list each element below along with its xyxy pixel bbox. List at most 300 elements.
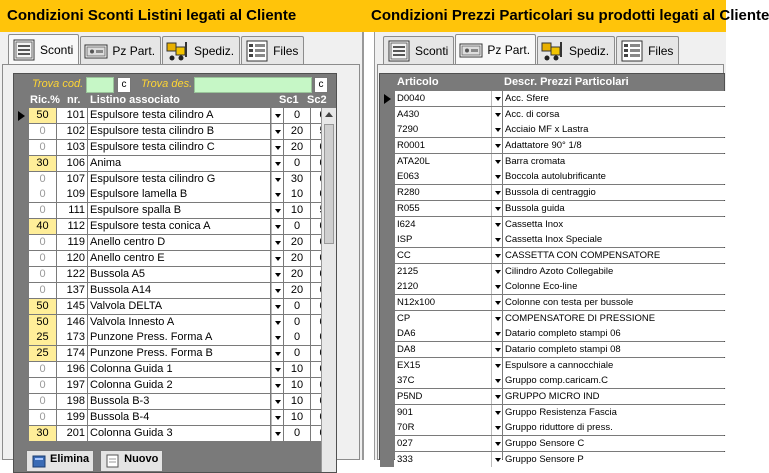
cell-ric[interactable]: 0 bbox=[29, 378, 56, 393]
chevron-down-icon[interactable] bbox=[271, 330, 283, 345]
chevron-down-icon[interactable] bbox=[271, 140, 283, 155]
cell-articolo[interactable]: R0001 bbox=[395, 138, 491, 153]
chevron-down-icon[interactable] bbox=[491, 201, 502, 216]
cell-articolo[interactable]: N12x100 bbox=[395, 295, 491, 310]
cell-nr[interactable]: 146 bbox=[57, 315, 87, 330]
table-row[interactable] bbox=[14, 156, 334, 172]
cell-descr[interactable]: Cassetta Inox bbox=[503, 217, 726, 232]
cell-listino[interactable]: Valvola DELTA bbox=[88, 299, 270, 314]
current-row-indicator-icon[interactable] bbox=[380, 91, 394, 106]
clear-code-button[interactable]: c bbox=[117, 77, 131, 93]
chevron-down-icon[interactable] bbox=[491, 342, 502, 357]
table-row[interactable] bbox=[380, 91, 726, 107]
cell-ric[interactable]: 0 bbox=[29, 362, 56, 377]
chevron-down-icon[interactable] bbox=[491, 91, 502, 106]
cell-ric[interactable]: 0 bbox=[29, 124, 56, 139]
cell-descr[interactable]: Colonne Eco-line bbox=[503, 279, 726, 294]
table-row[interactable] bbox=[14, 172, 334, 188]
chevron-down-icon[interactable] bbox=[271, 267, 283, 282]
cell-nr[interactable]: 120 bbox=[57, 251, 87, 266]
chevron-down-icon[interactable] bbox=[271, 378, 283, 393]
chevron-down-icon[interactable] bbox=[271, 124, 283, 139]
table-row[interactable] bbox=[380, 122, 726, 138]
chevron-down-icon[interactable] bbox=[271, 187, 283, 202]
chevron-down-icon[interactable] bbox=[271, 156, 283, 171]
cell-articolo[interactable]: 2125 bbox=[395, 264, 491, 279]
cell-descr[interactable]: Gruppo comp.caricam.C bbox=[503, 373, 726, 388]
row-selector[interactable] bbox=[14, 378, 28, 393]
cell-descr[interactable]: GRUPPO MICRO IND bbox=[503, 389, 726, 404]
row-selector[interactable] bbox=[380, 248, 394, 263]
find-code-input[interactable] bbox=[86, 77, 114, 93]
table-row[interactable] bbox=[14, 394, 334, 410]
chevron-down-icon[interactable] bbox=[491, 436, 502, 451]
cell-sc1[interactable]: 0 bbox=[284, 299, 310, 314]
cell-articolo[interactable]: A430 bbox=[395, 107, 491, 122]
cell-listino[interactable]: Anello centro D bbox=[88, 235, 270, 250]
table-row[interactable] bbox=[14, 283, 334, 299]
cell-sc1[interactable]: 10 bbox=[284, 410, 310, 425]
cell-sc1[interactable]: 20 bbox=[284, 124, 310, 139]
chevron-down-icon[interactable] bbox=[271, 410, 283, 425]
scroll-thumb[interactable] bbox=[324, 124, 334, 244]
chevron-down-icon[interactable] bbox=[271, 235, 283, 250]
cell-nr[interactable]: 122 bbox=[57, 267, 87, 282]
right-tab-sconti[interactable] bbox=[383, 36, 454, 64]
table-row[interactable] bbox=[380, 342, 726, 358]
table-row[interactable] bbox=[380, 311, 726, 327]
row-selector[interactable] bbox=[380, 217, 394, 232]
cell-listino[interactable]: Punzone Press. Forma B bbox=[88, 346, 270, 361]
right-tab-pz-part[interactable] bbox=[455, 34, 536, 64]
cell-nr[interactable]: 103 bbox=[57, 140, 87, 155]
cell-sc1[interactable]: 0 bbox=[284, 346, 310, 361]
table-row[interactable] bbox=[14, 362, 334, 378]
cell-articolo[interactable]: ATA20L bbox=[395, 154, 491, 169]
cell-descr[interactable]: Gruppo riduttore di press. bbox=[503, 420, 726, 435]
row-selector[interactable] bbox=[14, 187, 28, 202]
cell-ric[interactable]: 0 bbox=[29, 187, 56, 202]
chevron-down-icon[interactable] bbox=[491, 279, 502, 294]
find-desc-label: Trova des. bbox=[141, 78, 193, 90]
table-row[interactable] bbox=[14, 187, 334, 203]
cell-articolo[interactable]: 027 bbox=[395, 436, 491, 451]
right-panel-title: Condizioni Prezzi Particolari su prodotti legati al Cliente bbox=[364, 0, 726, 32]
cell-descr[interactable]: Acc. Sfere bbox=[503, 91, 726, 106]
row-selector[interactable] bbox=[14, 299, 28, 314]
cell-listino[interactable]: Bussola B-3 bbox=[88, 394, 270, 409]
clear-desc-button[interactable]: c bbox=[314, 77, 328, 93]
row-selector[interactable] bbox=[380, 107, 394, 122]
cell-ric[interactable]: 0 bbox=[29, 140, 56, 155]
cell-listino[interactable]: Colonna Guida 1 bbox=[88, 362, 270, 377]
table-row[interactable] bbox=[380, 358, 726, 374]
cell-articolo[interactable]: R055 bbox=[395, 201, 491, 216]
row-selector[interactable] bbox=[14, 394, 28, 409]
row-selector[interactable] bbox=[380, 154, 394, 169]
cell-ric[interactable]: 40 bbox=[29, 219, 56, 234]
cell-descr[interactable]: Gruppo Resistenza Fascia bbox=[503, 405, 726, 420]
chevron-down-icon[interactable] bbox=[491, 389, 502, 404]
cell-descr[interactable]: Bussola di centraggio bbox=[503, 185, 726, 200]
table-row[interactable] bbox=[380, 264, 726, 280]
cell-nr[interactable]: 101 bbox=[57, 108, 87, 123]
cell-ric[interactable]: 0 bbox=[29, 283, 56, 298]
nuovo-button[interactable] bbox=[100, 450, 163, 472]
cell-ric[interactable]: 30 bbox=[29, 426, 56, 441]
row-selector[interactable] bbox=[14, 330, 28, 345]
cell-nr[interactable]: 198 bbox=[57, 394, 87, 409]
chevron-down-icon[interactable] bbox=[271, 394, 283, 409]
cell-nr[interactable]: 109 bbox=[57, 187, 87, 202]
row-selector[interactable] bbox=[380, 389, 394, 404]
cell-ric[interactable]: 25 bbox=[29, 330, 56, 345]
chevron-down-icon[interactable] bbox=[491, 169, 502, 184]
table-row[interactable] bbox=[14, 378, 334, 394]
row-selector[interactable] bbox=[14, 156, 28, 171]
cell-listino[interactable]: Bussola A14 bbox=[88, 283, 270, 298]
cell-articolo[interactable]: DA6 bbox=[395, 326, 491, 341]
table-row[interactable] bbox=[380, 107, 726, 123]
cell-sc1[interactable]: 20 bbox=[284, 235, 310, 250]
cell-sc1[interactable]: 20 bbox=[284, 283, 310, 298]
chevron-down-icon[interactable] bbox=[271, 219, 283, 234]
cell-articolo[interactable]: EX15 bbox=[395, 358, 491, 373]
cell-listino[interactable]: Bussola B-4 bbox=[88, 410, 270, 425]
cell-descr[interactable]: Boccola autolubrificante bbox=[503, 169, 726, 184]
cell-nr[interactable]: 174 bbox=[57, 346, 87, 361]
cell-articolo[interactable]: CP bbox=[395, 311, 491, 326]
cell-sc1[interactable]: 0 bbox=[284, 219, 310, 234]
chevron-down-icon[interactable] bbox=[491, 154, 502, 169]
table-row[interactable] bbox=[14, 330, 334, 346]
chevron-down-icon[interactable] bbox=[491, 373, 502, 388]
row-selector[interactable] bbox=[14, 426, 28, 441]
row-selector[interactable] bbox=[380, 342, 394, 357]
chevron-down-icon[interactable] bbox=[271, 315, 283, 330]
cell-ric[interactable]: 0 bbox=[29, 235, 56, 250]
table-row[interactable] bbox=[380, 248, 726, 264]
table-row[interactable] bbox=[14, 124, 334, 140]
cell-articolo[interactable]: 901 bbox=[395, 405, 491, 420]
col-articolo-header[interactable]: Articolo bbox=[397, 76, 439, 88]
cell-nr[interactable]: 102 bbox=[57, 124, 87, 139]
price-tag-icon bbox=[459, 39, 483, 61]
row-selector[interactable] bbox=[14, 346, 28, 361]
chevron-down-icon[interactable] bbox=[491, 452, 502, 467]
cell-articolo[interactable]: 7290 bbox=[395, 122, 491, 137]
table-row[interactable] bbox=[380, 452, 726, 468]
cell-listino[interactable]: Punzone Press. Forma A bbox=[88, 330, 270, 345]
cell-nr[interactable]: 106 bbox=[57, 156, 87, 171]
chevron-down-icon[interactable] bbox=[491, 248, 502, 263]
left-tab-spediz[interactable] bbox=[162, 36, 240, 64]
cell-nr[interactable]: 112 bbox=[57, 219, 87, 234]
cell-sc1[interactable]: 0 bbox=[284, 156, 310, 171]
table-row[interactable] bbox=[380, 405, 726, 421]
left-tab-strip bbox=[8, 34, 305, 64]
cell-articolo[interactable]: DA8 bbox=[395, 342, 491, 357]
table-row[interactable] bbox=[380, 138, 726, 154]
cell-listino[interactable]: Espulsore testa cilindro G bbox=[88, 172, 270, 187]
table-row[interactable] bbox=[380, 217, 726, 233]
cell-sc1[interactable]: 0 bbox=[284, 426, 310, 441]
cell-descr[interactable]: Bussola guida bbox=[503, 201, 726, 216]
row-selector[interactable] bbox=[14, 251, 28, 266]
cell-descr[interactable]: Espulsore a cannocchiale bbox=[503, 358, 726, 373]
cell-ric[interactable]: 0 bbox=[29, 394, 56, 409]
cell-ric[interactable]: 50 bbox=[29, 108, 56, 123]
chevron-down-icon[interactable] bbox=[491, 122, 502, 137]
cell-articolo[interactable]: 333 bbox=[395, 452, 491, 467]
row-selector[interactable] bbox=[14, 362, 28, 377]
chevron-down-icon[interactable] bbox=[491, 138, 502, 153]
cell-listino[interactable]: Bussola A5 bbox=[88, 267, 270, 282]
right-tab-files[interactable] bbox=[616, 36, 679, 64]
cell-sc1[interactable]: 20 bbox=[284, 251, 310, 266]
cell-articolo[interactable]: R280 bbox=[395, 185, 491, 200]
tab-label: Pz Part. bbox=[487, 42, 531, 57]
table-row[interactable] bbox=[14, 315, 334, 331]
chevron-down-icon[interactable] bbox=[491, 405, 502, 420]
cell-nr[interactable]: 173 bbox=[57, 330, 87, 345]
cell-articolo[interactable]: E063 bbox=[395, 169, 491, 184]
cell-sc1[interactable]: 0 bbox=[284, 108, 310, 123]
col-descr-header[interactable]: Descr. Prezzi Particolari bbox=[504, 76, 629, 88]
row-selector[interactable] bbox=[380, 373, 394, 388]
cell-sc1[interactable]: 10 bbox=[284, 187, 310, 202]
cell-articolo[interactable]: 37C bbox=[395, 373, 491, 388]
cell-descr[interactable]: Acciaio MF x Lastra bbox=[503, 122, 726, 137]
row-selector[interactable] bbox=[14, 283, 28, 298]
chevron-down-icon[interactable] bbox=[271, 362, 283, 377]
cell-descr[interactable]: Barra cromata bbox=[503, 154, 726, 169]
cell-nr[interactable]: 119 bbox=[57, 235, 87, 250]
cell-descr[interactable]: Datario completo stampi 08 bbox=[503, 342, 726, 357]
col-sc1-header[interactable]: Sc1 bbox=[279, 94, 299, 106]
cell-articolo[interactable]: 70R bbox=[395, 420, 491, 435]
table-row[interactable] bbox=[14, 346, 334, 362]
cell-sc1[interactable]: 20 bbox=[284, 267, 310, 282]
current-row-indicator-icon[interactable] bbox=[14, 108, 28, 123]
cell-ric[interactable]: 30 bbox=[29, 156, 56, 171]
row-selector[interactable] bbox=[14, 315, 28, 330]
cell-descr[interactable]: Cilindro Azoto Collegabile bbox=[503, 264, 726, 279]
table-row[interactable] bbox=[380, 436, 726, 452]
cell-listino[interactable]: Valvola Innesto A bbox=[88, 315, 270, 330]
cell-descr[interactable]: Colonne con testa per bussole bbox=[503, 295, 726, 310]
row-selector[interactable] bbox=[380, 420, 394, 435]
cell-articolo[interactable]: 2120 bbox=[395, 279, 491, 294]
chevron-down-icon[interactable] bbox=[271, 426, 283, 441]
row-selector[interactable] bbox=[380, 452, 394, 467]
row-selector[interactable] bbox=[380, 405, 394, 420]
cell-nr[interactable]: 137 bbox=[57, 283, 87, 298]
col-listino-header[interactable]: Listino associato bbox=[90, 94, 180, 106]
chevron-down-icon[interactable] bbox=[491, 264, 502, 279]
row-selector[interactable] bbox=[14, 219, 28, 234]
cell-listino[interactable]: Espulsore testa cilindro C bbox=[88, 140, 270, 155]
cell-ric[interactable]: 0 bbox=[29, 203, 56, 218]
cell-listino[interactable]: Espulsore testa cilindro A bbox=[88, 108, 270, 123]
col-ric-header[interactable]: Ric.% bbox=[30, 94, 60, 106]
row-selector[interactable] bbox=[380, 264, 394, 279]
row-selector[interactable] bbox=[14, 267, 28, 282]
cell-articolo[interactable]: ISP bbox=[395, 232, 491, 247]
elimina-button[interactable] bbox=[26, 450, 94, 472]
row-selector[interactable] bbox=[380, 326, 394, 341]
table-row[interactable] bbox=[14, 299, 334, 315]
table-row[interactable] bbox=[14, 267, 334, 283]
chevron-down-icon[interactable] bbox=[491, 217, 502, 232]
table-row[interactable] bbox=[14, 426, 334, 442]
new-icon bbox=[105, 453, 121, 472]
cell-nr[interactable]: 145 bbox=[57, 299, 87, 314]
cell-sc1[interactable]: 0 bbox=[284, 315, 310, 330]
tab-label: Spediz. bbox=[194, 43, 235, 58]
table-row[interactable] bbox=[14, 203, 334, 219]
chevron-down-icon[interactable] bbox=[271, 283, 283, 298]
row-selector[interactable] bbox=[380, 295, 394, 310]
row-selector[interactable] bbox=[380, 169, 394, 184]
row-selector[interactable] bbox=[14, 235, 28, 250]
chevron-down-icon[interactable] bbox=[271, 203, 283, 218]
cell-ric[interactable]: 0 bbox=[29, 267, 56, 282]
chevron-down-icon[interactable] bbox=[491, 420, 502, 435]
find-desc-input[interactable] bbox=[194, 77, 312, 93]
row-selector[interactable] bbox=[380, 279, 394, 294]
table-row[interactable] bbox=[380, 295, 726, 311]
row-selector[interactable] bbox=[380, 358, 394, 373]
cell-nr[interactable]: 196 bbox=[57, 362, 87, 377]
table-row[interactable] bbox=[380, 169, 726, 185]
cell-descr[interactable]: CASSETTA CON COMPENSATORE bbox=[503, 248, 726, 263]
chevron-down-icon[interactable] bbox=[491, 311, 502, 326]
chevron-down-icon[interactable] bbox=[491, 326, 502, 341]
table-row[interactable] bbox=[14, 235, 334, 251]
cell-sc1[interactable]: 0 bbox=[284, 330, 310, 345]
table-row[interactable] bbox=[14, 219, 334, 235]
table-row[interactable] bbox=[14, 140, 334, 156]
cell-descr[interactable]: Gruppo Sensore C bbox=[503, 436, 726, 451]
row-selector[interactable] bbox=[14, 172, 28, 187]
row-selector[interactable] bbox=[14, 140, 28, 155]
cell-listino[interactable]: Colonna Guida 3 bbox=[88, 426, 270, 441]
chevron-down-icon[interactable] bbox=[271, 346, 283, 361]
table-row[interactable] bbox=[380, 373, 726, 389]
chevron-down-icon[interactable] bbox=[491, 107, 502, 122]
left-tab-sconti[interactable] bbox=[8, 34, 79, 64]
cell-articolo[interactable]: P5ND bbox=[395, 389, 491, 404]
chevron-down-icon[interactable] bbox=[271, 251, 283, 266]
cell-descr[interactable]: Adattatore 90° 1/8 bbox=[503, 138, 726, 153]
table-row[interactable] bbox=[380, 154, 726, 170]
row-selector[interactable] bbox=[14, 203, 28, 218]
cell-nr[interactable]: 107 bbox=[57, 172, 87, 187]
cell-sc1[interactable]: 20 bbox=[284, 140, 310, 155]
cell-sc1[interactable]: 10 bbox=[284, 362, 310, 377]
row-selector[interactable] bbox=[380, 232, 394, 247]
cell-listino[interactable]: Espulsore testa conica A bbox=[88, 219, 270, 234]
cell-nr[interactable]: 197 bbox=[57, 378, 87, 393]
tab-label: Pz Part. bbox=[112, 43, 156, 58]
discount-scrollbar[interactable] bbox=[321, 108, 336, 472]
cell-ric[interactable]: 25 bbox=[29, 346, 56, 361]
cell-nr[interactable]: 111 bbox=[57, 203, 87, 218]
table-row[interactable] bbox=[380, 279, 726, 295]
cell-listino[interactable]: Anima bbox=[88, 156, 270, 171]
table-row[interactable] bbox=[14, 410, 334, 426]
left-tab-pz-part[interactable] bbox=[80, 36, 161, 64]
row-selector[interactable] bbox=[380, 201, 394, 216]
row-selector[interactable] bbox=[380, 122, 394, 137]
cell-nr[interactable]: 199 bbox=[57, 410, 87, 425]
cell-articolo[interactable]: CC bbox=[395, 248, 491, 263]
table-row[interactable] bbox=[380, 326, 726, 342]
chevron-down-icon[interactable] bbox=[491, 358, 502, 373]
cell-sc1[interactable]: 30 bbox=[284, 172, 310, 187]
cell-nr[interactable]: 201 bbox=[57, 426, 87, 441]
cell-ric[interactable]: 50 bbox=[29, 315, 56, 330]
col-nr-header[interactable]: nr. bbox=[67, 94, 81, 106]
cell-listino[interactable]: Espulsore testa cilindro B bbox=[88, 124, 270, 139]
table-row[interactable] bbox=[14, 108, 334, 124]
table-row[interactable] bbox=[380, 185, 726, 201]
table-row[interactable] bbox=[380, 420, 726, 436]
chevron-down-icon[interactable] bbox=[491, 185, 502, 200]
right-tab-spediz[interactable] bbox=[537, 36, 615, 64]
cell-descr[interactable]: Acc. di corsa bbox=[503, 107, 726, 122]
cell-listino[interactable]: Espulsore lamella B bbox=[88, 187, 270, 202]
row-selector[interactable] bbox=[380, 436, 394, 451]
cell-ric[interactable]: 50 bbox=[29, 299, 56, 314]
row-selector[interactable] bbox=[380, 185, 394, 200]
left-tab-files[interactable] bbox=[241, 36, 304, 64]
row-selector[interactable] bbox=[14, 124, 28, 139]
cell-ric[interactable]: 0 bbox=[29, 251, 56, 266]
cell-descr[interactable]: Gruppo Sensore P bbox=[503, 452, 726, 467]
row-selector[interactable] bbox=[380, 311, 394, 326]
chevron-down-icon[interactable] bbox=[271, 299, 283, 314]
chevron-down-icon[interactable] bbox=[491, 295, 502, 310]
cell-sc1[interactable]: 10 bbox=[284, 378, 310, 393]
cell-sc1[interactable]: 10 bbox=[284, 203, 310, 218]
cell-descr[interactable]: Cassetta Inox Speciale bbox=[503, 232, 726, 247]
cell-sc1[interactable]: 10 bbox=[284, 394, 310, 409]
table-row[interactable] bbox=[380, 201, 726, 217]
cell-articolo[interactable]: I624 bbox=[395, 217, 491, 232]
table-row[interactable] bbox=[380, 389, 726, 405]
row-selector[interactable] bbox=[14, 410, 28, 425]
left-panel bbox=[0, 32, 364, 465]
table-row[interactable] bbox=[14, 251, 334, 267]
table-row[interactable] bbox=[380, 232, 726, 248]
chevron-down-icon[interactable] bbox=[491, 232, 502, 247]
cell-descr[interactable]: Datario completo stampi 06 bbox=[503, 326, 726, 341]
cell-ric[interactable]: 0 bbox=[29, 172, 56, 187]
chevron-down-icon[interactable] bbox=[271, 108, 283, 123]
col-sc2-header[interactable]: Sc2 bbox=[307, 94, 327, 106]
cell-listino[interactable]: Espulsore spalla B bbox=[88, 203, 270, 218]
cell-articolo[interactable]: D0040 bbox=[395, 91, 491, 106]
scroll-up-icon[interactable] bbox=[325, 112, 333, 117]
chevron-down-icon[interactable] bbox=[271, 172, 283, 187]
cell-listino[interactable]: Colonna Guida 2 bbox=[88, 378, 270, 393]
cell-listino[interactable]: Anello centro E bbox=[88, 251, 270, 266]
cell-descr[interactable]: COMPENSATORE DI PRESSIONE bbox=[503, 311, 726, 326]
cell-ric[interactable]: 0 bbox=[29, 410, 56, 425]
row-selector[interactable] bbox=[380, 138, 394, 153]
